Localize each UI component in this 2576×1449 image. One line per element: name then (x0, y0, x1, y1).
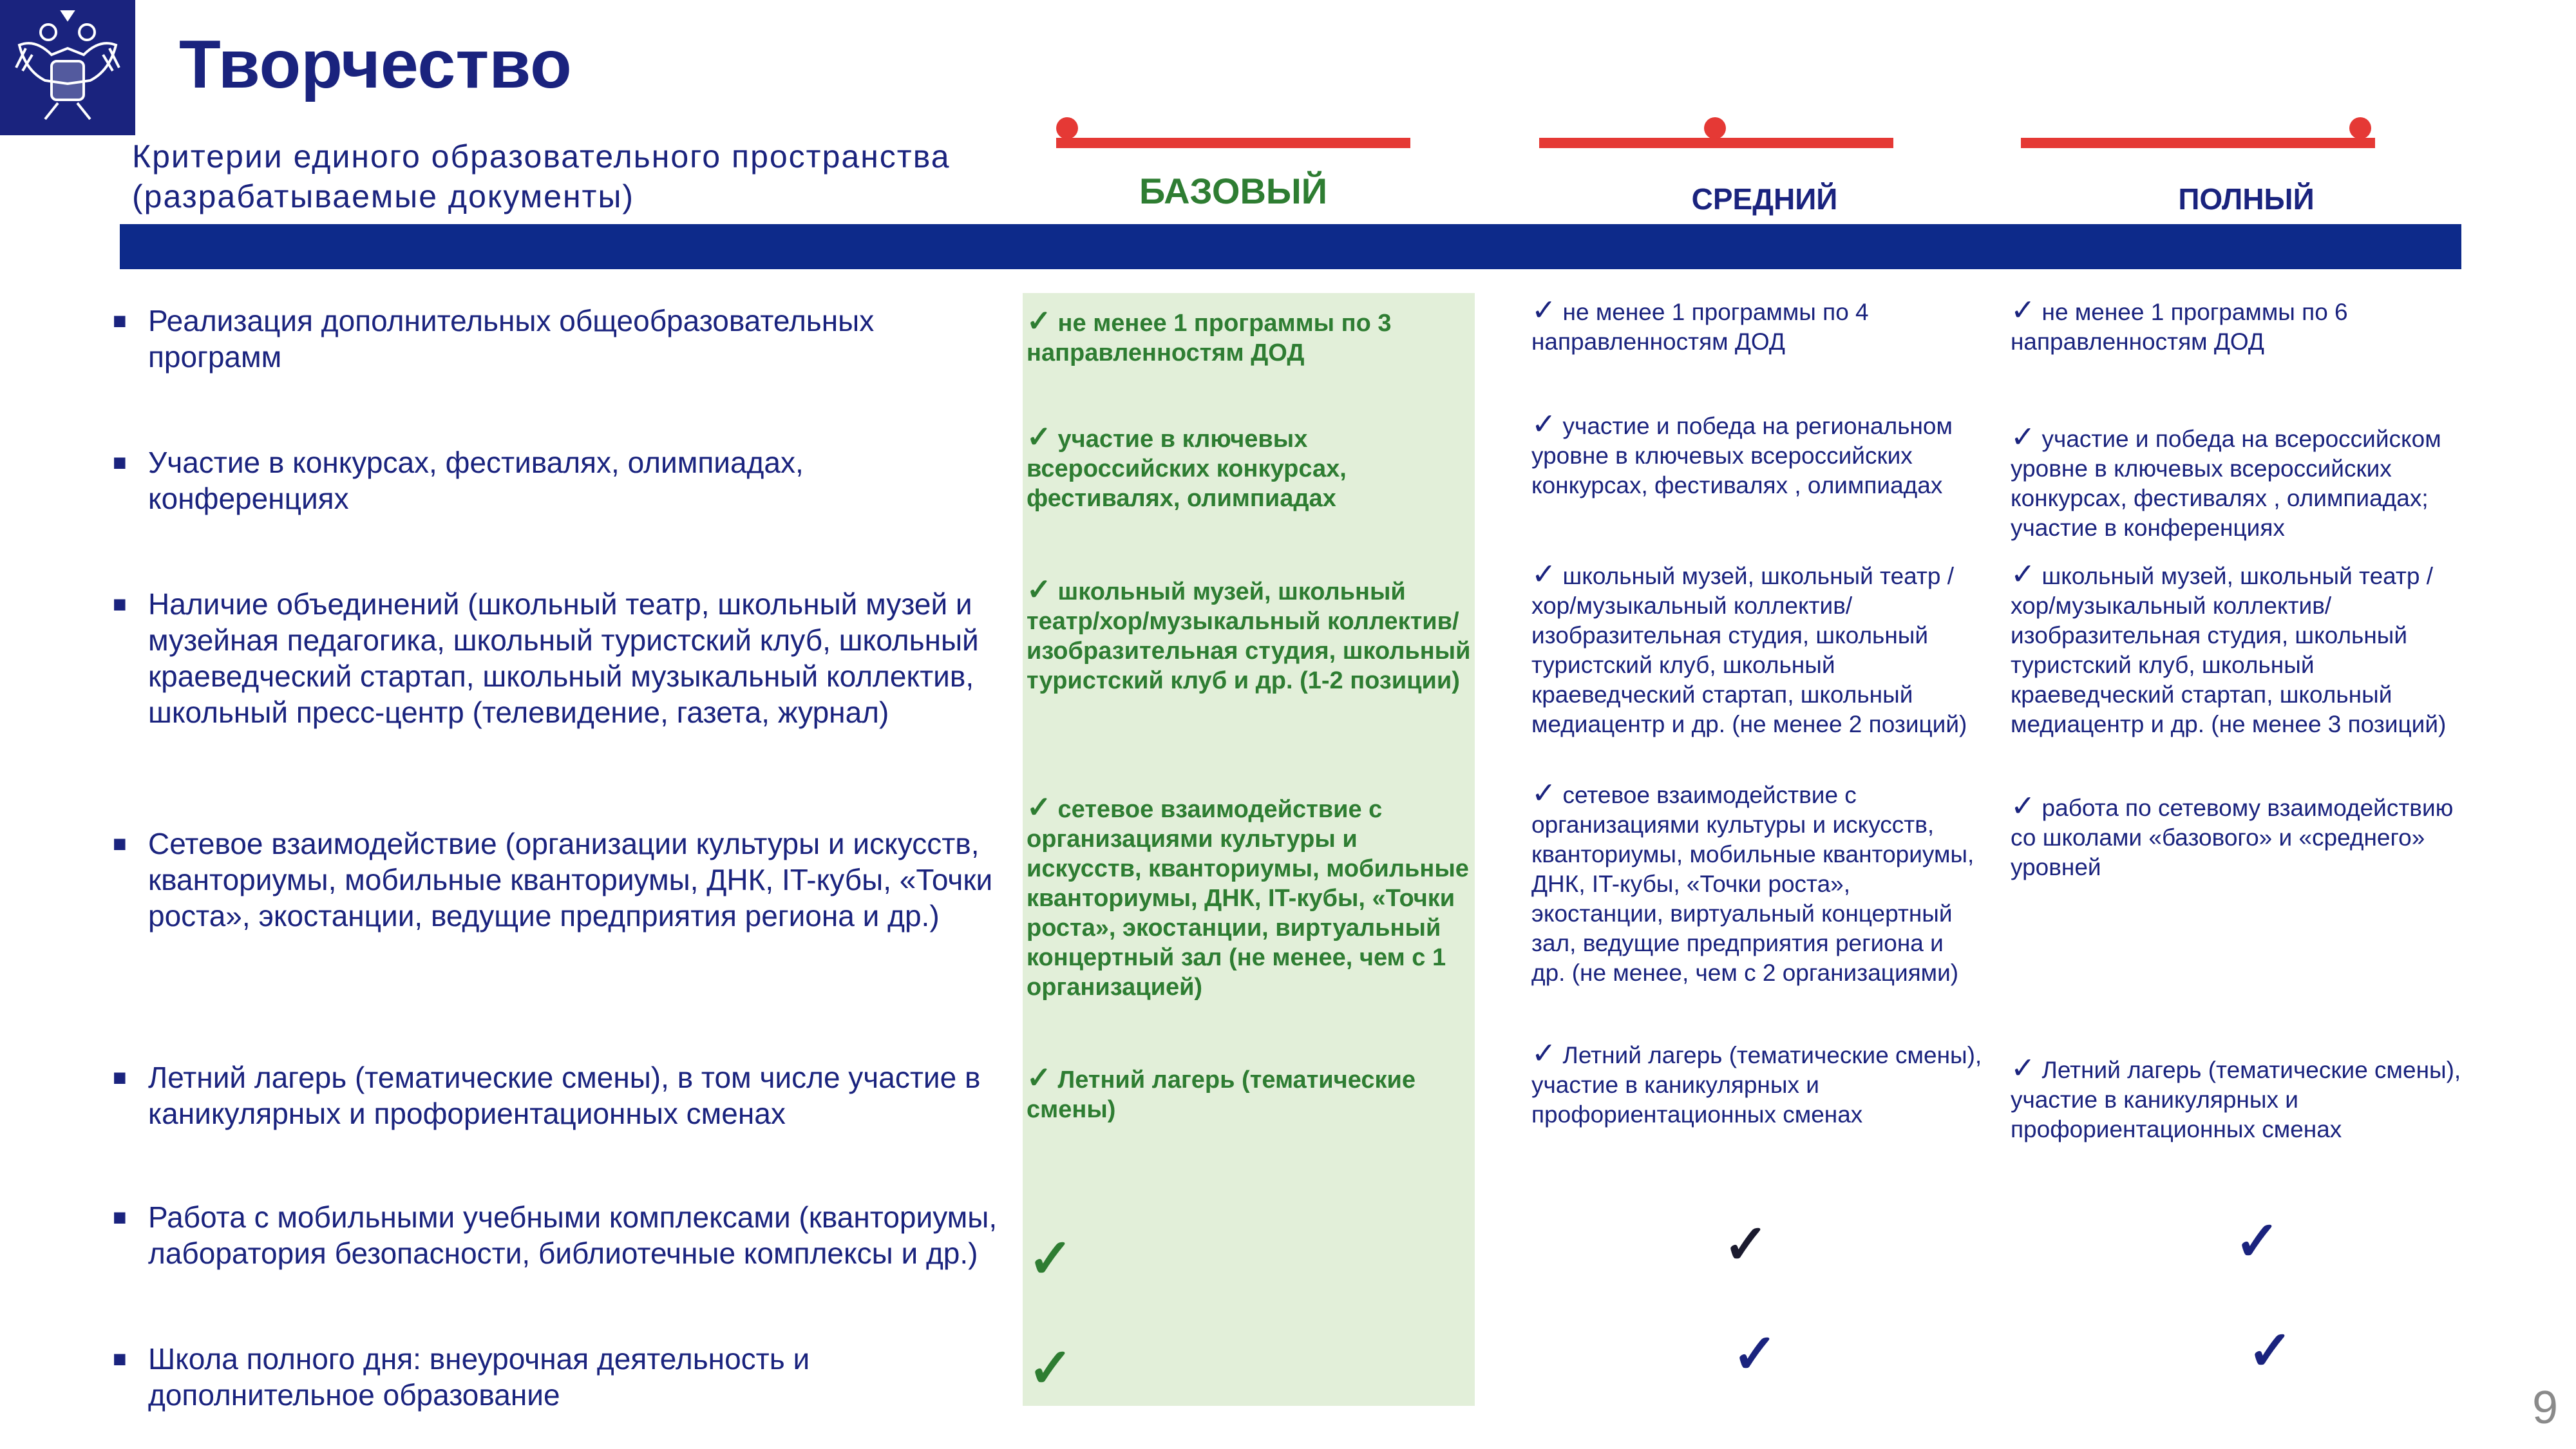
criterion-text: Сетевое взаимодействие (организации культуры и искусств, кванториумы, мобильные кванториумы, ДНК, IT-кубы, «Точки роста», экостанции, ведущие предприятия региона и др.) (148, 827, 993, 933)
check-icon: ✓ (1732, 1323, 1778, 1384)
base-cell-row-1 (1027, 306, 1477, 368)
bullet-icon: ■ (113, 830, 127, 857)
full-cell-row-1 (2011, 295, 2474, 357)
check-icon: ✓ (2248, 1320, 2293, 1381)
base-cell-row-4 (1027, 792, 1477, 1002)
level-full-dot (2349, 117, 2371, 139)
level-full-line (2021, 138, 2375, 148)
full-cell-row-5 (2011, 1053, 2474, 1144)
medium-cell-row-4 (1531, 778, 1982, 988)
criterion-text: Участие в конкурсах, фестивалях, олимпиадах, конференциях (148, 446, 804, 515)
full-cell-row-4 (2011, 791, 2474, 882)
check-icon: ✓ (2011, 1051, 2036, 1084)
check-icon: ✓ (2011, 293, 2036, 327)
check-icon: ✓ (1531, 776, 1557, 810)
criterion-text: Наличие объединений (школьный театр, школьный музей и музейная педагогика, школьный туристский клуб, школьный краеведческий стартап, школьный музыкальный коллектив, школьный пресс-центр (телевидение, газета, журнал) (148, 587, 979, 729)
medium-cell-row-5 (1531, 1038, 1982, 1130)
check-icon: ✓ (2235, 1211, 2280, 1271)
level-medium-label: СРЕДНИЙ (1691, 182, 1838, 216)
criterion-text: Реализация дополнительных общеобразовательных программ (148, 304, 875, 374)
check-icon: ✓ (1531, 407, 1557, 440)
base-cell-row-2 (1027, 422, 1477, 513)
level-medium-dot (1704, 117, 1726, 139)
medium-cell-text: участие и победа на региональном уровне в ключевых всероссийских конкурсах, фестивалях , олимпиадах (1531, 413, 1953, 498)
check-icon: ✓ (1028, 1228, 1074, 1289)
bullet-icon: ■ (113, 1064, 127, 1090)
level-base-label: БАЗОВЫЙ (1139, 171, 1327, 211)
check-icon: ✓ (1027, 573, 1052, 606)
base-cell-row-3 (1027, 574, 1477, 696)
base-cell-text: участие в ключевых всероссийских конкурсах, фестивалях, олимпиадах (1027, 426, 1347, 512)
base-cell-text: Летний лагерь (тематические смены) (1027, 1066, 1416, 1123)
header-band (120, 224, 2461, 269)
subtitle-line-2: (разрабатываемые документы) (132, 178, 635, 214)
medium-cell-text: школьный музей, школьный театр /хор/музыкальный коллектив/изобразительная студия, школьный туристский клуб, школьный краеведческий стартап, школьный медиацентр и др. (не менее 2 позиций) (1531, 563, 1967, 737)
bullet-icon: ■ (113, 307, 127, 334)
check-icon: ✓ (1531, 293, 1557, 327)
check-icon: ✓ (1531, 557, 1557, 591)
check-icon: ✓ (2011, 789, 2036, 822)
full-cell-row-3 (2011, 559, 2474, 739)
full-cell-text: школьный музей, школьный театр /хор/музыкальный коллектив/изобразительная студия, школьный туристский клуб, школьный краеведческий стартап, школьный медиацентр и др. (не менее 3 позиций) (2011, 563, 2447, 737)
full-cell-text: работа по сетевому взаимодействию со школами «базового» и «среднего» уровней (2011, 795, 2454, 880)
full-cell-text: участие и победа на всероссийском уровне в ключевых всероссийских конкурсах, фестивалях , олимпиадах; участие в конференциях (2011, 426, 2441, 541)
criterion-text: Работа с мобильными учебными комплексами (кванториумы, лаборатория безопасности, библиотечные комплексы и др.) (148, 1200, 998, 1270)
full-cell-text: Летний лагерь (тематические смены), участие в каникулярных и профориентационных сменах (2011, 1057, 2461, 1142)
level-full-label: ПОЛНЫЙ (2178, 182, 2315, 216)
bullet-icon: ■ (113, 591, 127, 617)
level-base-line (1056, 138, 1410, 148)
criterion-row-7 (113, 1341, 1005, 1413)
level-medium-line (1539, 138, 1893, 148)
check-icon: ✓ (1531, 1036, 1557, 1070)
base-cell-text: школьный музей, школьный театр/хор/музыкальный коллектив/изобразительная студия, школьный туристский клуб и др. (1-2 позиции) (1027, 578, 1471, 694)
subtitle-line-1: Критерии единого образовательного пространства (132, 138, 951, 175)
check-icon: ✓ (1723, 1214, 1769, 1274)
check-icon: ✓ (1027, 304, 1052, 337)
medium-cell-row-1 (1531, 295, 1982, 357)
base-cell-text: не менее 1 программы по 3 направленностям ДОД (1027, 310, 1392, 366)
criterion-row-5 (113, 1059, 1005, 1132)
emblem-logo (0, 0, 135, 135)
bullet-icon: ■ (113, 1204, 127, 1230)
medium-cell-text: не менее 1 программы по 4 направленностям ДОД (1531, 299, 1869, 355)
medium-cell-row-3 (1531, 559, 1982, 739)
criterion-row-4 (113, 826, 1005, 934)
bullet-icon: ■ (113, 449, 127, 475)
criterion-row-2 (113, 444, 1005, 516)
criterion-row-3 (113, 586, 1005, 730)
check-icon: ✓ (1027, 790, 1052, 824)
full-cell-text: не менее 1 программы по 6 направленностям ДОД (2011, 299, 2348, 355)
level-base-dot (1056, 117, 1078, 139)
bullet-icon: ■ (113, 1345, 127, 1372)
medium-cell-text: Летний лагерь (тематические смены), участие в каникулярных и профориентационных сменах (1531, 1042, 1982, 1128)
check-icon: ✓ (2011, 420, 2036, 453)
criterion-text: Школа полного дня: внеурочная деятельность и дополнительное образование (148, 1342, 810, 1412)
double-headed-eagle-icon (0, 0, 135, 135)
medium-cell-text: сетевое взаимодействие с организациями культуры и искусств, кванториумы, мобильные кванториумы, ДНК, IT-кубы, «Точки роста», экостанции, виртуальный концертный зал, ведущие предприятия региона и др. (не менее, чем с 2 организациями) (1531, 782, 1975, 986)
check-icon: ✓ (1028, 1338, 1074, 1398)
base-cell-row-5 (1027, 1063, 1477, 1124)
check-icon: ✓ (1027, 1061, 1052, 1094)
criterion-row-6 (113, 1199, 1005, 1271)
criterion-text: Летний лагерь (тематические смены), в том числе участие в каникулярных и профориентационных сменах (148, 1061, 981, 1130)
medium-cell-row-2 (1531, 409, 1982, 500)
page-title: Творчество (179, 26, 572, 102)
check-icon: ✓ (2011, 557, 2036, 591)
page-subtitle (132, 137, 951, 216)
check-icon: ✓ (1027, 420, 1052, 453)
page-number: 9 (2532, 1382, 2558, 1434)
full-cell-row-2 (2011, 422, 2474, 543)
base-cell-text: сетевое взаимодействие с организациями культуры и искусств, кванториумы, мобильные кванториумы, ДНК, IT-кубы, «Точки роста», экостанции, виртуальный концертный зал (не менее, чем с 1 организацией) (1027, 796, 1469, 1001)
criterion-row-1 (113, 303, 1005, 375)
